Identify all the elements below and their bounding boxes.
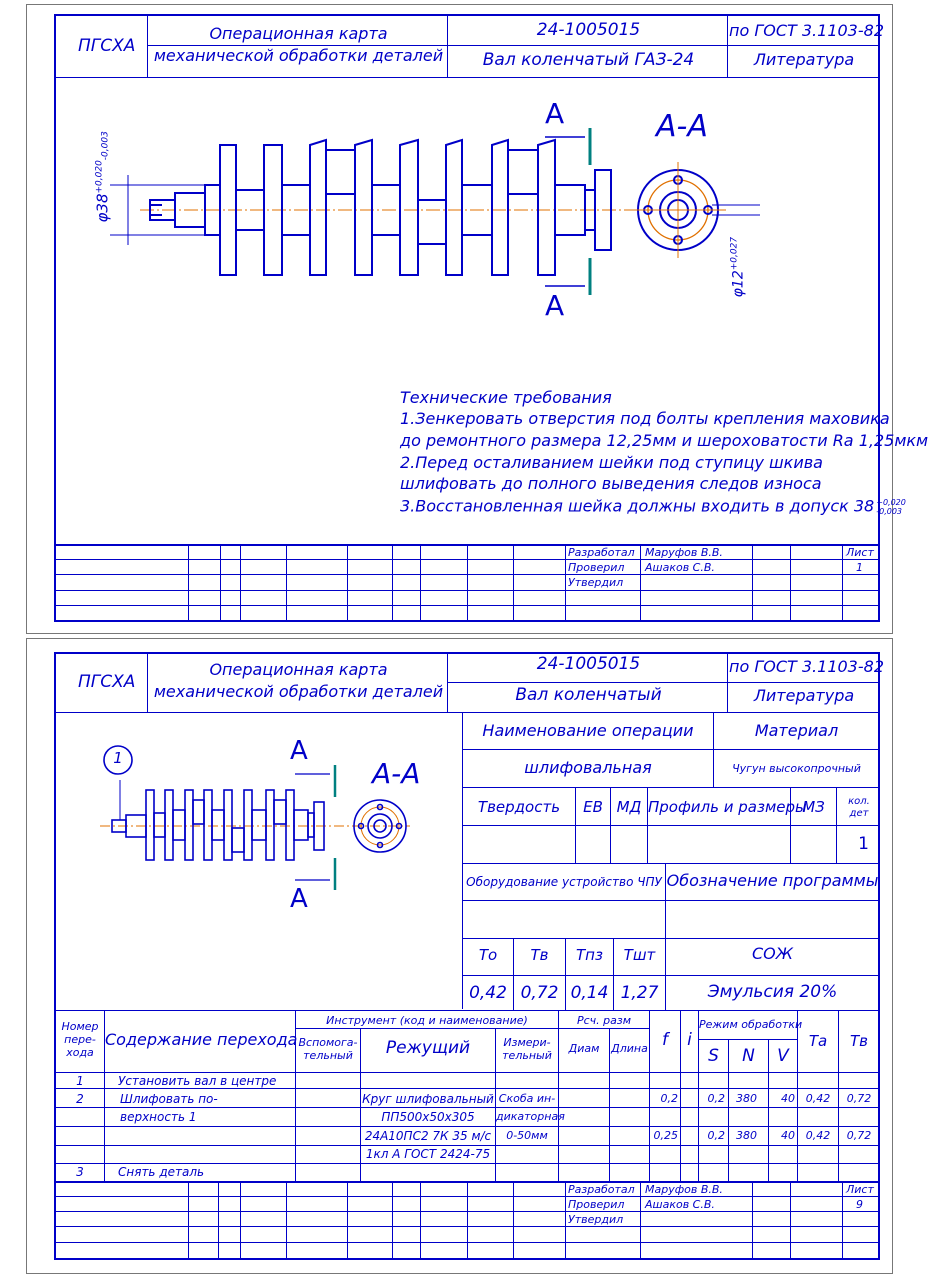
cell-content: Установить вал в центре (118, 1074, 277, 1088)
literature-label: Литература (753, 50, 855, 69)
stamp-col (640, 1182, 641, 1258)
cell-cutting: ПП500х50х305 (381, 1110, 475, 1124)
gost-reference: по ГОСТ 3.1103-82 (729, 21, 884, 40)
profile-label: Профиль и размеры (648, 798, 807, 816)
info-line (55, 1010, 879, 1011)
section-label: A-A (656, 109, 708, 144)
info-line (463, 787, 879, 788)
cell-f: 0,2 (660, 1092, 678, 1105)
stamp-checked-name: Ашаков С.В. (645, 561, 715, 574)
time-tpz-label: Тпз (576, 946, 603, 964)
cell-n: 380 (736, 1129, 757, 1142)
cell-cutting: 24А10ПС2 7К 35 м/с (364, 1129, 492, 1143)
table-col (558, 1011, 559, 1181)
dim-right-diameter (731, 227, 746, 297)
qty-label: кол. дет (848, 796, 870, 819)
stamp-col (392, 1182, 393, 1258)
hardness-label: Твердость (477, 798, 561, 816)
cell-f: 0,25 (653, 1129, 678, 1142)
cell-content: Шлифовать по- (120, 1092, 218, 1106)
stamp-checked-name: Ашаков С.В. (645, 1198, 715, 1211)
stamp-col (513, 1182, 514, 1258)
header-bottom-line (55, 77, 879, 78)
cell-v: 40 (781, 1129, 795, 1142)
th-num (56, 1020, 104, 1059)
cell-s: 0,2 (707, 1129, 725, 1142)
operation-value: шлифовальная (524, 758, 652, 777)
section-mark-bottom: A (290, 884, 308, 914)
stamp-developed-label: Разработал (568, 1183, 635, 1196)
stamp-col (218, 1182, 219, 1258)
header-divider (147, 653, 148, 712)
time-to-value: 0,42 (469, 983, 507, 1003)
requirement-line: 1.Зенкеровать отверстия под болты крепления маховика (400, 409, 890, 428)
th-num-2: пере- (64, 1033, 96, 1046)
cell-ta: 0,42 (805, 1129, 831, 1142)
stamp-col (188, 545, 189, 621)
time-tsht-value: 1,27 (620, 983, 659, 1003)
coolant-value: Эмульсия 20% (707, 982, 838, 1002)
material-value: Чугун высокопрочный (732, 762, 861, 775)
stamp-col (790, 1182, 791, 1258)
section-mark-top: A (290, 736, 308, 766)
doc-number: 24-1005015 (536, 20, 641, 40)
th-tool: Инструмент (код и наименование) (326, 1014, 528, 1027)
th-aux (296, 1036, 360, 1062)
qty-value: 1 (858, 834, 869, 854)
stamp-checked-label: Проверил (568, 561, 625, 574)
ev-label: ЕВ (583, 798, 603, 816)
cell-measuring: 0-50мм (506, 1129, 548, 1142)
dim-left-value: φ38 (93, 193, 112, 223)
literature-label: Литература (753, 686, 855, 705)
stamp-col (467, 1182, 468, 1258)
cell-num: 2 (76, 1092, 84, 1106)
stamp-col (565, 1182, 566, 1258)
stamp-col (752, 1182, 753, 1258)
header-mid-line (448, 682, 879, 683)
dim-left-tol-upper: +0,020 (94, 160, 105, 194)
stamp-sheet-label: Лист (846, 1183, 874, 1196)
info-divider (462, 713, 463, 1009)
cell-tb: 0,72 (846, 1129, 872, 1142)
header-divider (147, 15, 148, 77)
org-name: ПГСХА (78, 672, 136, 692)
cell-ta: 0,42 (805, 1092, 831, 1105)
header-divider (727, 15, 728, 77)
th-aux-1: Вспомога- (298, 1036, 358, 1049)
org-name: ПГСХА (78, 36, 136, 56)
program-label: Обозначение программы (666, 871, 879, 890)
th-content: Содержание перехода (105, 1030, 298, 1049)
header-divider (447, 15, 448, 77)
cell-num: 1 (76, 1074, 84, 1088)
mz-label: МЗ (802, 798, 825, 816)
th-f: f (662, 1030, 668, 1050)
requirements-title: Технические требования (400, 388, 612, 407)
card-title-line1: Операционная карта (209, 24, 388, 43)
stamp-col (420, 545, 421, 621)
time-tpz-value: 0,14 (570, 983, 609, 1003)
req-tol-upper: +0,020 (876, 498, 906, 507)
requirement-line-text: 3.Восстановленная шейка должны входить в допуск 38 (400, 496, 875, 516)
table-line (296, 1028, 649, 1029)
stamp-developed-name: Маруфов В.В. (645, 546, 723, 559)
coolant-label: СОЖ (752, 944, 793, 963)
table-row-line (55, 1107, 879, 1108)
th-diam: Диам (568, 1042, 600, 1055)
stamp-approved-label: Утвердил (568, 576, 624, 589)
th-v: V (777, 1046, 789, 1066)
th-n: N (742, 1046, 755, 1066)
requirement-line: 2.Перед осталиванием шейки под ступицу шкива (400, 453, 823, 472)
info-line (463, 938, 879, 939)
req-tol-lower: -0,003 (876, 507, 903, 516)
stamp-col (240, 545, 241, 621)
stamp-approved-label: Утвердил (568, 1213, 624, 1226)
cell-measuring: Скоба ин- (498, 1092, 556, 1105)
stamp-col (392, 545, 393, 621)
stamp-col (240, 1182, 241, 1258)
stamp-col (752, 545, 753, 621)
part-name: Вал коленчатый (515, 685, 662, 705)
stamp-col (286, 1182, 287, 1258)
requirement-line (400, 498, 906, 516)
gost-reference: по ГОСТ 3.1103-82 (729, 657, 884, 676)
stamp-col (842, 545, 843, 621)
cell-content: верхность 1 (120, 1110, 197, 1124)
dim-left-diameter (93, 131, 112, 223)
cell-v: 40 (781, 1092, 795, 1105)
time-tv-label: Тв (530, 946, 549, 964)
card-title-line2: механической обработки деталей (153, 682, 444, 701)
th-num-3: хода (66, 1046, 94, 1059)
dim-right-tol: +0,027 (729, 236, 740, 271)
operation-label: Наименование операции (482, 721, 694, 740)
info-line (463, 863, 879, 864)
stamp-col (347, 1182, 348, 1258)
table-line (699, 1039, 797, 1040)
th-aux-2: тельный (303, 1049, 353, 1062)
section-mark-bottom: A (545, 289, 565, 322)
info-line (463, 975, 879, 976)
cell-content: Снять деталь (118, 1165, 205, 1179)
material-label: Материал (754, 721, 839, 740)
time-to-label: То (478, 946, 498, 964)
table-row-line (55, 1088, 879, 1089)
section-label: A-A (372, 757, 421, 790)
stamp-developed-label: Разработал (568, 546, 635, 559)
cell-measuring: дикаторная (496, 1110, 565, 1123)
table-head-bottom (55, 1072, 879, 1073)
th-meas-2: тельный (502, 1049, 552, 1062)
stamp-sheet-number: 1 (856, 561, 863, 574)
part-name: Вал коленчатый ГАЗ-24 (482, 50, 695, 70)
card-title-line2: механической обработки деталей (153, 46, 444, 65)
cell-cutting: 1кл А ГОСТ 2424-75 (365, 1147, 491, 1161)
info-line (463, 825, 879, 826)
stamp-col (188, 1182, 189, 1258)
time-tsht-label: Тшт (623, 946, 656, 964)
th-s: S (708, 1046, 719, 1066)
stamp-col (640, 545, 641, 621)
th-mode: Режим обработки (699, 1018, 803, 1031)
stamp-col (286, 545, 287, 621)
doc-number: 24-1005015 (536, 654, 641, 674)
th-length: Длина (611, 1042, 648, 1055)
cell-cutting: Круг шлифовальный (362, 1092, 494, 1106)
dim-right-value: φ12 (730, 270, 747, 298)
table-row-line (55, 1126, 879, 1127)
th-cutting: Режущий (385, 1038, 471, 1058)
stamp-developed-name: Маруфов В.В. (645, 1183, 723, 1196)
stamp-sheet-label: Лист (846, 546, 874, 559)
th-meas-1: Измери- (503, 1036, 551, 1049)
th-calc: Рсч. разм (576, 1014, 632, 1027)
md-label: МД (616, 798, 642, 816)
info-line (463, 749, 879, 750)
th-num-1: Номер (61, 1020, 99, 1033)
table-row-line (55, 1145, 879, 1146)
stamp-col (347, 545, 348, 621)
th-i: i (687, 1030, 692, 1050)
cell-num: 3 (76, 1165, 84, 1179)
dim-left-tol-lower: -0,003 (100, 131, 111, 161)
th-ta: Та (808, 1032, 828, 1050)
header-bottom-line (55, 712, 879, 713)
stamp-col (420, 1182, 421, 1258)
sheet-1-frame (54, 14, 884, 622)
equipment-label: Оборудование устройство ЧПУ (466, 875, 662, 889)
stamp-col (513, 545, 514, 621)
stamp-col (467, 545, 468, 621)
stamp-col (220, 545, 221, 621)
stamp-col (842, 1182, 843, 1258)
info-line (463, 900, 879, 901)
card-title-line1: Операционная карта (209, 660, 388, 679)
requirement-line: до ремонтного размера 12,25мм и шероховатости Ra 1,25мкм (400, 431, 928, 450)
stamp-col (565, 545, 566, 621)
stamp-checked-label: Проверил (568, 1198, 625, 1211)
stamp-sheet-number: 9 (856, 1198, 863, 1211)
cell-tb: 0,72 (846, 1092, 872, 1105)
cell-n: 380 (736, 1092, 757, 1105)
th-tb: Тв (849, 1032, 868, 1050)
section-mark-top: A (545, 97, 565, 130)
th-measuring (496, 1036, 558, 1062)
table-row-line (55, 1163, 879, 1164)
callout-number: 1 (113, 749, 123, 767)
stamp-col (790, 545, 791, 621)
cell-s: 0,2 (707, 1092, 725, 1105)
time-tv-value: 0,72 (520, 983, 559, 1003)
requirement-line: шлифовать до полного выведения следов износа (400, 474, 822, 493)
